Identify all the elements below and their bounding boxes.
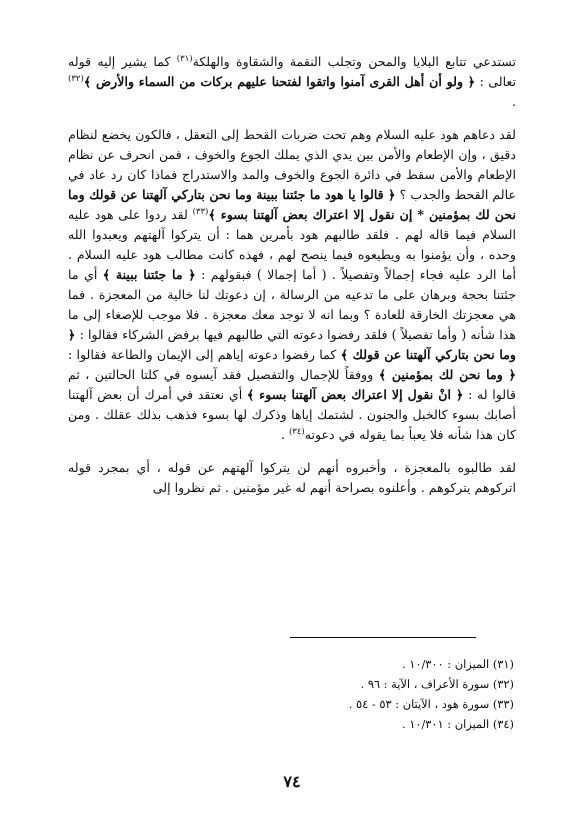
footnote-33: (٣٣) سورة هود ، الآيتان : ٥٣ - ٥٤ .	[348, 697, 514, 711]
text-run: أي نعتقد في أمرك أن بعض آلهتنا أصابك بسوء كالخبل والجنون . لشتمك إياها وذكرك لها بسوء فذهب بذلك عقلك . ومن كان هذا شأنه فلا يعبأ بما يقوله في دعوته	[68, 387, 516, 442]
quran-quote: ﴿ ولو أن أهل القرى آمنوا واتقوا لفتحنا عليهم بركات من السماء والأرض ﴾	[83, 74, 476, 89]
text-run: كما يشير إليه قوله تعالى :	[68, 54, 516, 89]
text-run: كما رفضوا دعوته إياهم إلى الإيمان والطاعة فقالوا :	[68, 347, 341, 362]
paragraph-3	[68, 458, 516, 498]
text-run: ووفقاً للإجمال والتفصيل فقد آيسوه في كلتا الحالتين ، ثم قالوا له :	[68, 367, 516, 402]
text-run: .	[511, 94, 516, 109]
footnote-32: (٣٢) سورة الأعراف ، الآية : ٩٦ .	[360, 677, 514, 691]
quran-quote: ﴿ انْ نقول إلا اعتراك بعض آلهتنا بسوء ﴾	[246, 387, 464, 402]
text-run: لقد طالبوه بالمعجزة ، وأخبروه أنهم لن يتركوا آلهتهم عن قوله ، أي بمجرد قوله اتركوهم يتركوهم . وأعلنوه بصراحة أنهم له غير مؤمنين . ثم نظروا إلى	[68, 460, 516, 495]
text-run: لقد دعاهم هود عليه السلام وهم تحت ضربات القحط إلى التعقل ، فالكون يخضع لنظام دقيق ، وإن الإطعام والأمن بين يدي الذي يملك الجوع والخوف ، فمن انحرف عن نظام الإطعام والأمن سقط في دائرة الجوع والخوف والمد والاستدراج فماذا كان رد عاد في عالم القحط والجدب ؟	[68, 127, 516, 202]
footnote-ref: (٣١)	[176, 53, 193, 64]
footnote-separator	[290, 637, 476, 638]
quran-quote: ﴿ وما نحن بتاركي آلهتنا عن قولك ﴾	[68, 327, 516, 362]
footnote-34: (٣٤) الميزان : ١٠/٣٠١ .	[401, 717, 514, 731]
quran-quote: ﴿ وما نحن لك بمؤمنين ﴾	[378, 367, 516, 382]
footnote-ref: (٣٤)	[288, 426, 305, 437]
paragraph-2	[68, 125, 516, 445]
footnote-31: (٣١) الميزان : ١٠/٣٠٠ .	[401, 657, 514, 671]
text-run: تستدعي تتابع البلايا والمحن وتجلب النقمة والشقاوة والهلكة	[192, 54, 517, 69]
quran-quote: ﴿ ما جئتنا ببينة ﴾	[102, 267, 196, 282]
page-number: ٧٤	[283, 772, 301, 791]
quran-quote: ﴿ قالوا يا هود ما جئتنا ببينة وما نحن بتاركي آلهتنا عن قولك وما نحن لك بمؤمنين * إن نقول إلا اعتراك بعض آلهتنا بسوء ﴾	[68, 187, 517, 222]
body-text	[68, 52, 516, 511]
paragraph-1	[68, 52, 516, 112]
footnote-ref: (٣٣)	[192, 206, 209, 217]
text-run: لقد ردوا على هود عليه السلام فيما قاله لهم . فلقد طالبهم هود بأمرين هما : أن يتركوا آلهتهم ويعبدوا الله وحده ، وأن يؤمنوا به ويطيعوه فيما ينصح لهم ، فهذه كانت مطالب هود عليه السلام . أما الرد عليه فجاء إجمالاً وتفصيلاً . ( أما إجمالا ) فبقولهم :	[68, 207, 517, 282]
text-run: .	[280, 427, 289, 442]
text-run: أي ما جئتنا بحجة وبرهان على ما تدعيه من الرسالة ، إن دعوتك لنا خالية من المعجزة . فما هي معجزتك الخارقة للعادة ؟ وبما انه لا توجد معك معجزة . فلا موجب للإصغاء إلى ما هذا شأنه ( وأما تفصيلاً ) فلقد رفضوا دعوته التي طالبهم فيها برفض الشركاء فقالوا :	[68, 267, 516, 342]
footnotes	[214, 654, 514, 734]
footnote-ref: (٣٢)	[68, 73, 84, 84]
